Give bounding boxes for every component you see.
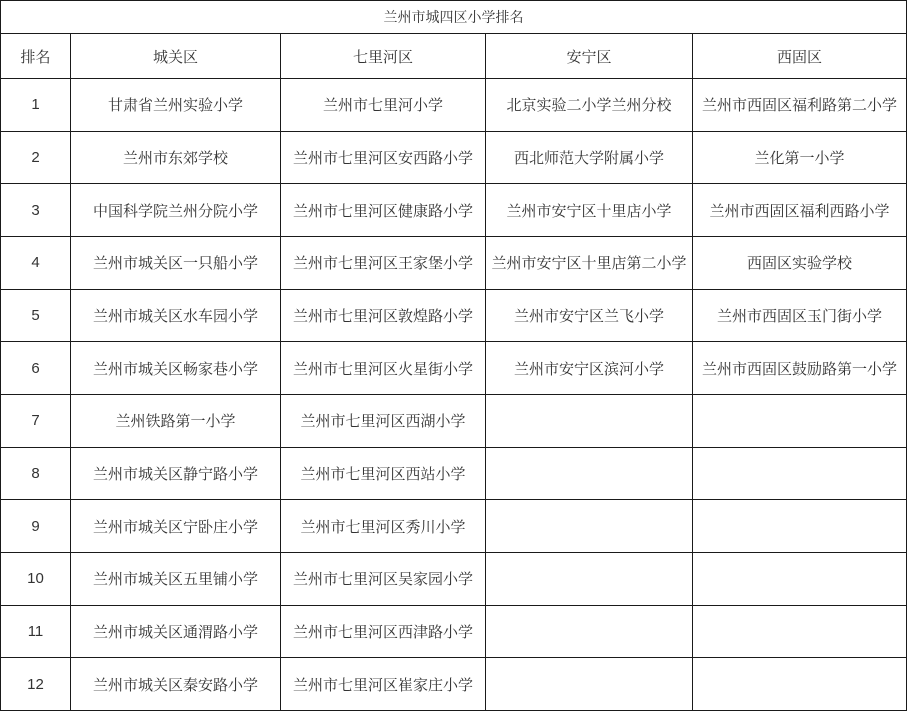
school-cell: 兰州市西固区玉门街小学 xyxy=(693,289,907,342)
school-cell: 兰州市城关区五里铺小学 xyxy=(71,552,281,605)
rank-cell: 3 xyxy=(1,184,71,237)
school-cell xyxy=(486,552,693,605)
column-header-rank: 排名 xyxy=(1,34,71,79)
table-row xyxy=(1,500,907,553)
table-row xyxy=(1,342,907,395)
table-row xyxy=(1,236,907,289)
rank-cell: 2 xyxy=(1,131,71,184)
school-cell: 兰州市安宁区兰飞小学 xyxy=(486,289,693,342)
school-cell: 兰州市西固区福利路第二小学 xyxy=(693,79,907,132)
table-body xyxy=(1,79,907,711)
table-row xyxy=(1,658,907,711)
rank-cell: 12 xyxy=(1,658,71,711)
rank-cell: 4 xyxy=(1,236,71,289)
school-cell: 西固区实验学校 xyxy=(693,236,907,289)
school-cell: 兰州铁路第一小学 xyxy=(71,394,281,447)
school-cell: 兰州市七里河区安西路小学 xyxy=(281,131,486,184)
school-cell xyxy=(693,447,907,500)
column-header-anning: 安宁区 xyxy=(486,34,693,79)
school-cell: 兰州市七里河区西津路小学 xyxy=(281,605,486,658)
rank-cell: 10 xyxy=(1,552,71,605)
school-cell: 兰州市西固区鼓励路第一小学 xyxy=(693,342,907,395)
school-cell: 兰州市城关区一只船小学 xyxy=(71,236,281,289)
column-header-qilihe: 七里河区 xyxy=(281,34,486,79)
column-header-chengguan: 城关区 xyxy=(71,34,281,79)
table-row xyxy=(1,394,907,447)
school-cell: 兰州市七里河区火星街小学 xyxy=(281,342,486,395)
school-cell: 兰州市七里河区西湖小学 xyxy=(281,394,486,447)
school-cell xyxy=(693,658,907,711)
school-cell: 兰州市城关区通渭路小学 xyxy=(71,605,281,658)
school-cell: 兰州市七里河区敦煌路小学 xyxy=(281,289,486,342)
rank-cell: 6 xyxy=(1,342,71,395)
school-cell: 兰州市七里河区王家堡小学 xyxy=(281,236,486,289)
school-cell xyxy=(486,658,693,711)
school-cell: 兰州市安宁区滨河小学 xyxy=(486,342,693,395)
column-header-xigu: 西固区 xyxy=(693,34,907,79)
school-cell: 兰州市七里河区西站小学 xyxy=(281,447,486,500)
school-cell: 兰州市七里河小学 xyxy=(281,79,486,132)
rank-cell: 11 xyxy=(1,605,71,658)
school-cell: 兰州市七里河区吴家园小学 xyxy=(281,552,486,605)
table-row xyxy=(1,447,907,500)
table-title-row xyxy=(1,1,907,34)
school-cell: 兰州市东郊学校 xyxy=(71,131,281,184)
rank-cell: 1 xyxy=(1,79,71,132)
school-cell xyxy=(486,605,693,658)
school-cell xyxy=(693,500,907,553)
school-cell xyxy=(486,394,693,447)
table-header-row xyxy=(1,34,907,79)
school-cell: 兰化第一小学 xyxy=(693,131,907,184)
school-cell: 兰州市城关区静宁路小学 xyxy=(71,447,281,500)
school-cell: 兰州市七里河区健康路小学 xyxy=(281,184,486,237)
school-cell xyxy=(693,552,907,605)
table-row xyxy=(1,131,907,184)
school-cell: 兰州市城关区畅家巷小学 xyxy=(71,342,281,395)
rank-cell: 5 xyxy=(1,289,71,342)
school-cell: 西北师范大学附属小学 xyxy=(486,131,693,184)
school-cell xyxy=(693,605,907,658)
school-cell xyxy=(486,500,693,553)
table-row xyxy=(1,605,907,658)
school-cell: 兰州市七里河区秀川小学 xyxy=(281,500,486,553)
school-cell: 兰州市城关区水车园小学 xyxy=(71,289,281,342)
school-cell: 兰州市城关区秦安路小学 xyxy=(71,658,281,711)
table-row xyxy=(1,184,907,237)
school-cell: 中国科学院兰州分院小学 xyxy=(71,184,281,237)
rank-cell: 8 xyxy=(1,447,71,500)
school-cell: 兰州市七里河区崔家庄小学 xyxy=(281,658,486,711)
table-row xyxy=(1,289,907,342)
school-cell: 甘肃省兰州实验小学 xyxy=(71,79,281,132)
table-title: 兰州市城四区小学排名 xyxy=(1,1,907,34)
table-row xyxy=(1,552,907,605)
school-cell: 兰州市城关区宁卧庄小学 xyxy=(71,500,281,553)
rank-cell: 9 xyxy=(1,500,71,553)
school-cell: 兰州市安宁区十里店第二小学 xyxy=(486,236,693,289)
school-cell: 兰州市西固区福利西路小学 xyxy=(693,184,907,237)
rank-cell: 7 xyxy=(1,394,71,447)
school-cell: 兰州市安宁区十里店小学 xyxy=(486,184,693,237)
school-cell xyxy=(693,394,907,447)
school-cell: 北京实验二小学兰州分校 xyxy=(486,79,693,132)
school-cell xyxy=(486,447,693,500)
table-row xyxy=(1,79,907,132)
